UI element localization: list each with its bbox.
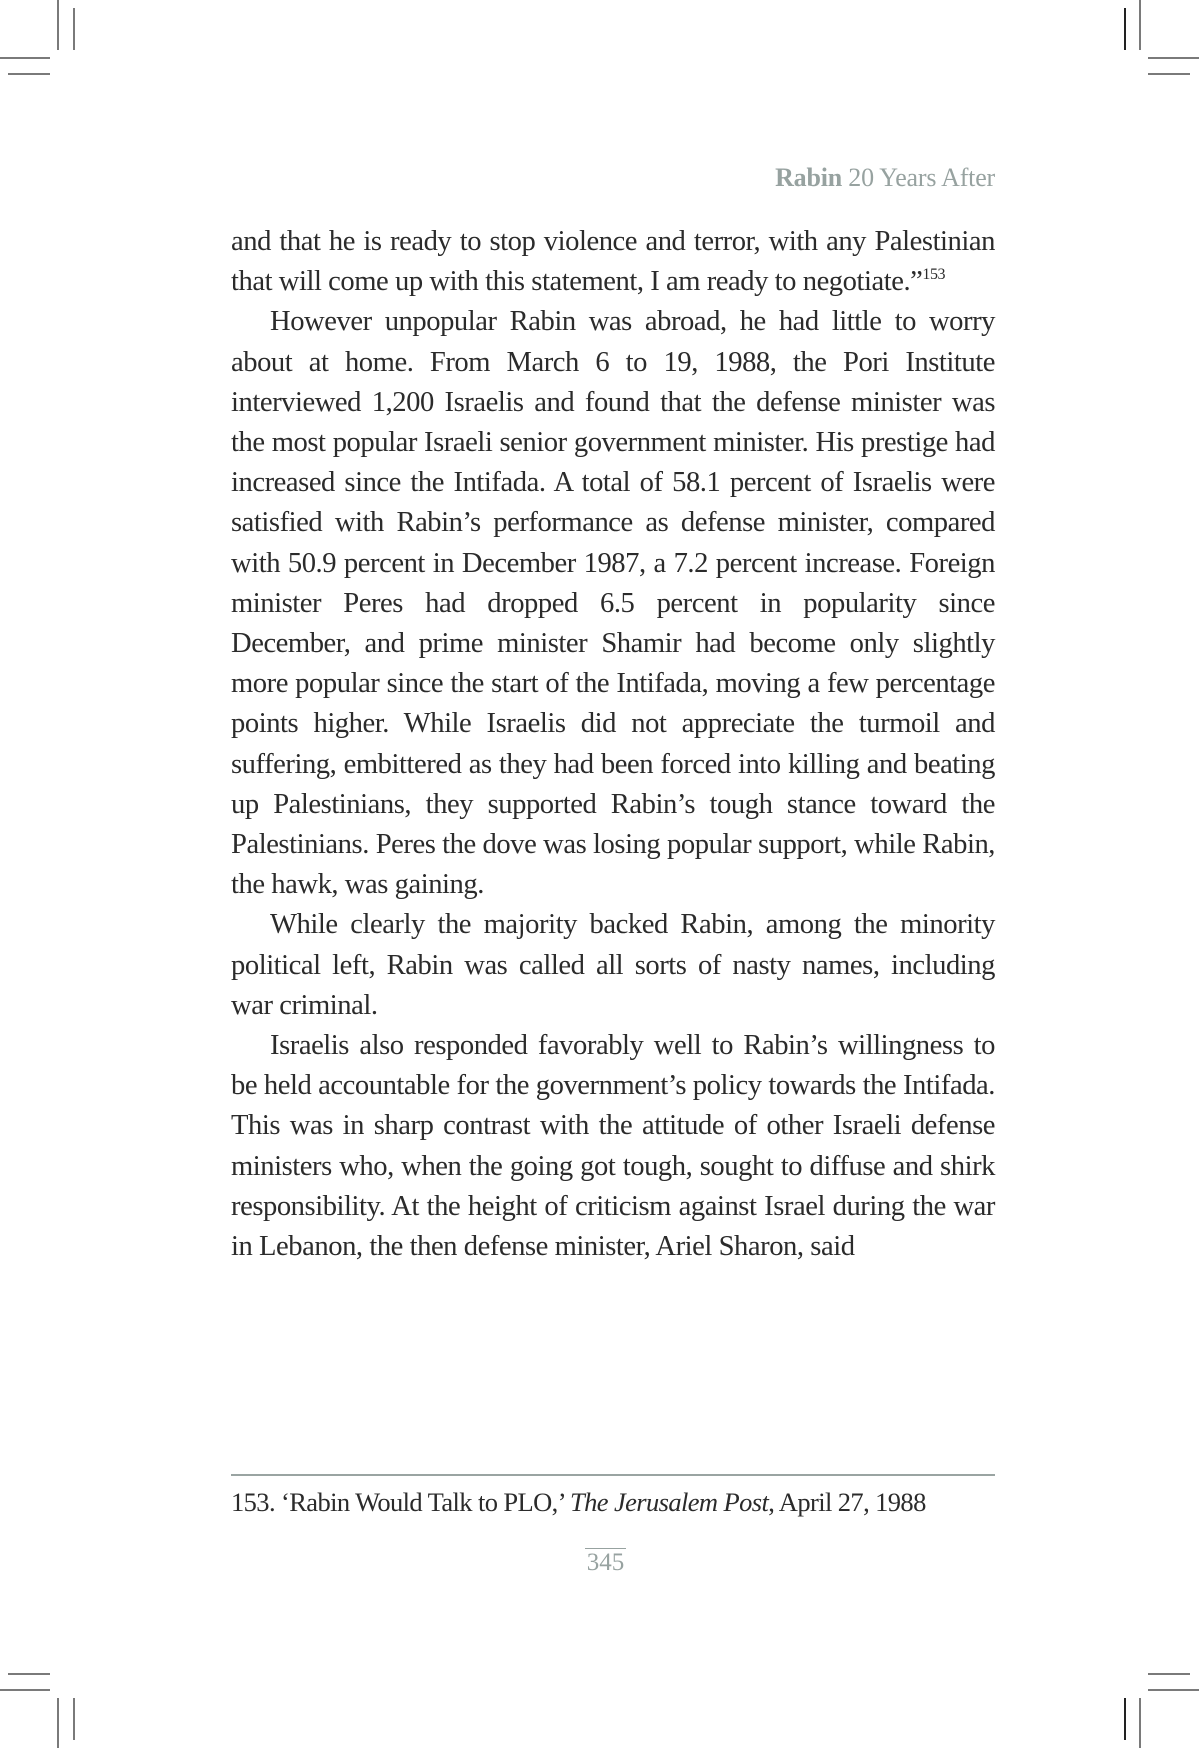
crop-mark-top-left-h2 (8, 73, 50, 75)
body-text (231, 222, 995, 1267)
footnote-reference[interactable]: 153 (922, 266, 946, 284)
crop-mark-bottom-left-v2 (73, 1698, 75, 1740)
crop-mark-bottom-left-v1 (57, 1698, 59, 1748)
crop-mark-bottom-left-h1 (8, 1673, 50, 1675)
crop-mark-bottom-right-v2 (1139, 1698, 1141, 1748)
crop-mark-top-left-v2 (73, 8, 75, 50)
crop-mark-bottom-left-h2 (0, 1689, 50, 1691)
footnote-date: , April 27, 1988 (768, 1487, 926, 1517)
crop-mark-bottom-right-h1 (1148, 1673, 1190, 1675)
page-number: 345 (586, 1549, 625, 1576)
paragraph-text: and that he is ready to stop violence and terror, with any Palestinian that will come up with this statement, I am ready to negotiate.” (231, 226, 995, 298)
footnote-divider (231, 1474, 995, 1476)
paragraph (231, 302, 995, 905)
crop-mark-bottom-right-v1 (1124, 1698, 1126, 1740)
footnote-source: The Jerusalem Post (569, 1487, 769, 1517)
paragraph (231, 222, 995, 302)
crop-mark-top-left-h1 (0, 57, 50, 59)
paragraph (231, 905, 995, 1026)
crop-mark-top-right-v2 (1139, 0, 1141, 50)
crop-mark-top-right-h1 (1148, 57, 1199, 59)
page-number-container (0, 1548, 1199, 1577)
crop-mark-top-left-v1 (57, 0, 59, 50)
running-head-rest: 20 Years After (842, 163, 995, 192)
paragraph (231, 1026, 995, 1267)
footnote-number: 153. (231, 1487, 275, 1517)
running-head (775, 163, 995, 193)
paragraph-text: While clearly the majority backed Rabin, among the minority political left, Rabin was called all sorts of nasty names, including war criminal. (231, 909, 995, 1021)
crop-mark-bottom-right-h2 (1148, 1689, 1199, 1691)
crop-mark-top-right-v1 (1124, 8, 1126, 50)
footnote-title: ‘Rabin Would Talk to PLO,’ (274, 1487, 570, 1517)
crop-mark-top-right-h2 (1148, 73, 1190, 75)
paragraph-text: Israelis also responded favorably well to Rabin’s willingness to be held accountable for the government’s policy towards the Intifada. This was in sharp contrast with the attitude of other Israeli defense ministers who, when the going got tough, sought to diffuse and shirk responsibility. At the height of criticism against Israel during the war in Lebanon, the then defense minister, Ariel Sharon, said (231, 1030, 995, 1263)
paragraph-text: However unpopular Rabin was abroad, he had little to worry about at home. From March 6 to 19, 1988, the Pori Institute interviewed 1,200 Israelis and found that the defense minister was the most popular Israeli senior government minister. His prestige had increased since the Intifada. A total of 58.1 percent of Israelis were satisfied with Rabin’s performance as defense minister, compared with 50.9 percent in December 1987, a 7.2 percent increase. Foreign minister Peres had dropped 6.5 percent in popularity since December, and prime minister Shamir had become only slightly more popular since the start of the Intifada, moving a few percentage points higher. While Israelis did not appreciate the turmoil and suffering, embittered as they had been forced into killing and beating up Palestinians, they supported Rabin’s tough stance toward the Palestinians. Peres the dove was losing popular support, while Rabin, the hawk, was gaining. (231, 306, 995, 901)
running-head-bold: Rabin (775, 163, 842, 192)
footnote (231, 1487, 1011, 1518)
